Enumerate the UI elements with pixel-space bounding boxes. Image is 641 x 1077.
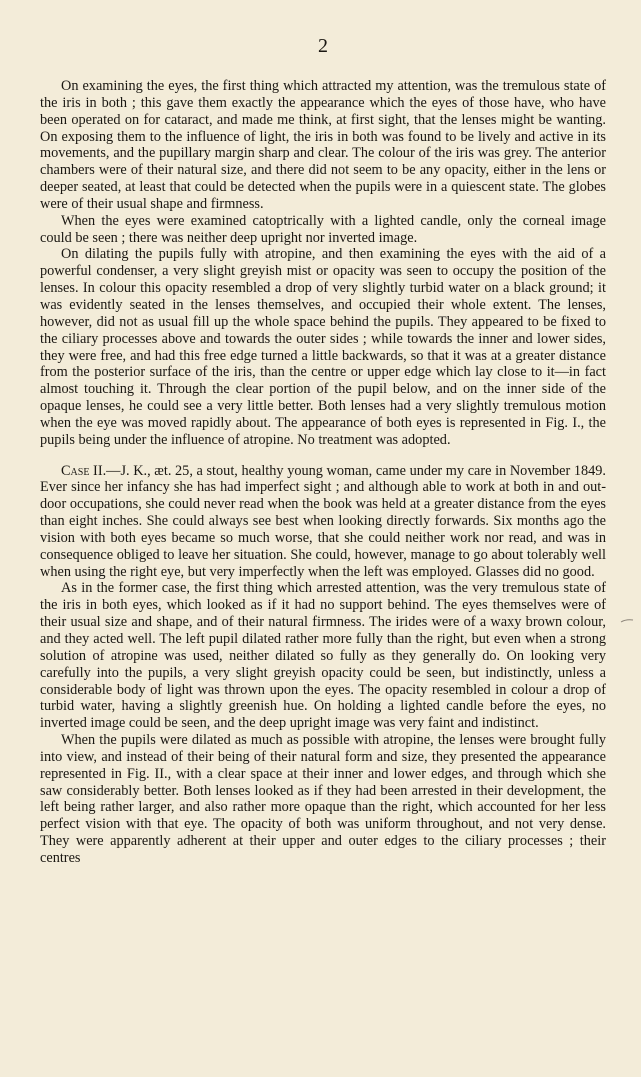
paragraph: When the pupils were dilated as much as possible with atropine, the lenses were brought fully into view, and instead of their being of their natural form and size, they presented the appearance represented in Fig. II., with a clear space at their inner and lower edges, and through which she saw considerably better. Both lenses looked as if they had been arrested in their development, the left being rather larger, and also rather more opaque than the right, which accounted for her less perfect vision with that eye. The opacity of both was uniform throughout, and not very dense. They were apparently adherent at their upper and outer edges to the ciliary processes ; their centres xyxy=(40,732,606,866)
margin-pencil-mark xyxy=(620,618,634,624)
paragraph: When the eyes were examined catoptrically with a lighted candle, only the corneal image could be seen ; there was neither deep upright nor inverted image. xyxy=(40,212,606,246)
case-heading: Case II. xyxy=(61,462,107,479)
body-text xyxy=(40,78,606,867)
section-gap xyxy=(40,449,606,463)
case-intro: —J. K., æt. 25, a stout, healthy young woman, came under my care in November 1849. Ever since her infancy she has had imperfect sight ; and although able to work at both in and out-door occupations, she could never read when the book was held at a greater distance from the eyes than eight inches. She could always see best when looking directly forwards. Six months ago the vision with both eyes became so much worse, that she could neither work nor read, and was in consequence obliged to leave her situation. She could, however, manage to go about tolerably well when using the right eye, but very imperfectly when the left was employed. Glasses did no good. xyxy=(40,462,606,580)
paragraph: On examining the eyes, the first thing which attracted my attention, was the tremulous state of the iris in both ; this gave them exactly the appearance which the eyes of those have, who have been operated on for cataract, and made me think, at first sight, that the lenses might be wanting. On exposing them to the influence of light, the iris in both was found to be lively and active in its movements, and the pupillary margin sharp and clear. The colour of the iris was grey. The anterior chambers were of their natural size, and there did not seem to be any opacity, either in the lens or deeper seated, at least that could be detected when the pupils were in a quiescent state. The globes were of their usual shape and firmness. xyxy=(40,78,606,212)
paragraph: As in the former case, the first thing which arrested attention, was the very tremulous state of the iris in both eyes, which looked as if it had no support behind. The eyes themselves were of their usual size and shape, and of their natural firmness. The irides were of a waxy brown colour, and they acted well. The left pupil dilated rather more fully than the right, but even when a strong solution of atropine was used, neither dilated so fully as they generally do. On looking very carefully into the pupils, a very slight greyish opacity could be seen, but indistinctly, unless a considerable body of light was thrown upon the eyes. The opacity resembled in colour a drop of turbid water, having a slightly greenish hue. On holding a lighted candle before the eyes, no inverted image could be seen, and the deep upright image was very faint and indistinct. xyxy=(40,580,606,732)
page-number: 2 xyxy=(318,35,328,57)
paragraph: On dilating the pupils fully with atropine, and then examining the eyes with the aid of a powerful condenser, a very slight greyish mist or opacity was seen to occupy the position of the lenses. In colour this opacity resembled a drop of very slightly turbid water on a black ground; it was evidently seated in the lenses themselves, and occupied their whole extent. The lenses, however, did not as usual fill up the whole space behind the pupils. They appeared to be fixed to the ciliary processes above and towards the outer sides ; while towards the inner and lower sides, they were free, and had this free edge turned a little backwards, so that it was at a greater distance from the posterior surface of the iris, than the centre or upper edge which lay close to it—in fact almost touching it. Through the clear portion of the pupil below, and on the inner side of the opaque lenses, he could see a very little better. Both lenses had a very slightly tremulous motion when the eye was moved rapidly about. The appearance of both eyes is represented in Fig. I., the pupils being under the influence of atropine. No treatment was adopted. xyxy=(40,246,606,448)
case-paragraph xyxy=(40,463,606,581)
